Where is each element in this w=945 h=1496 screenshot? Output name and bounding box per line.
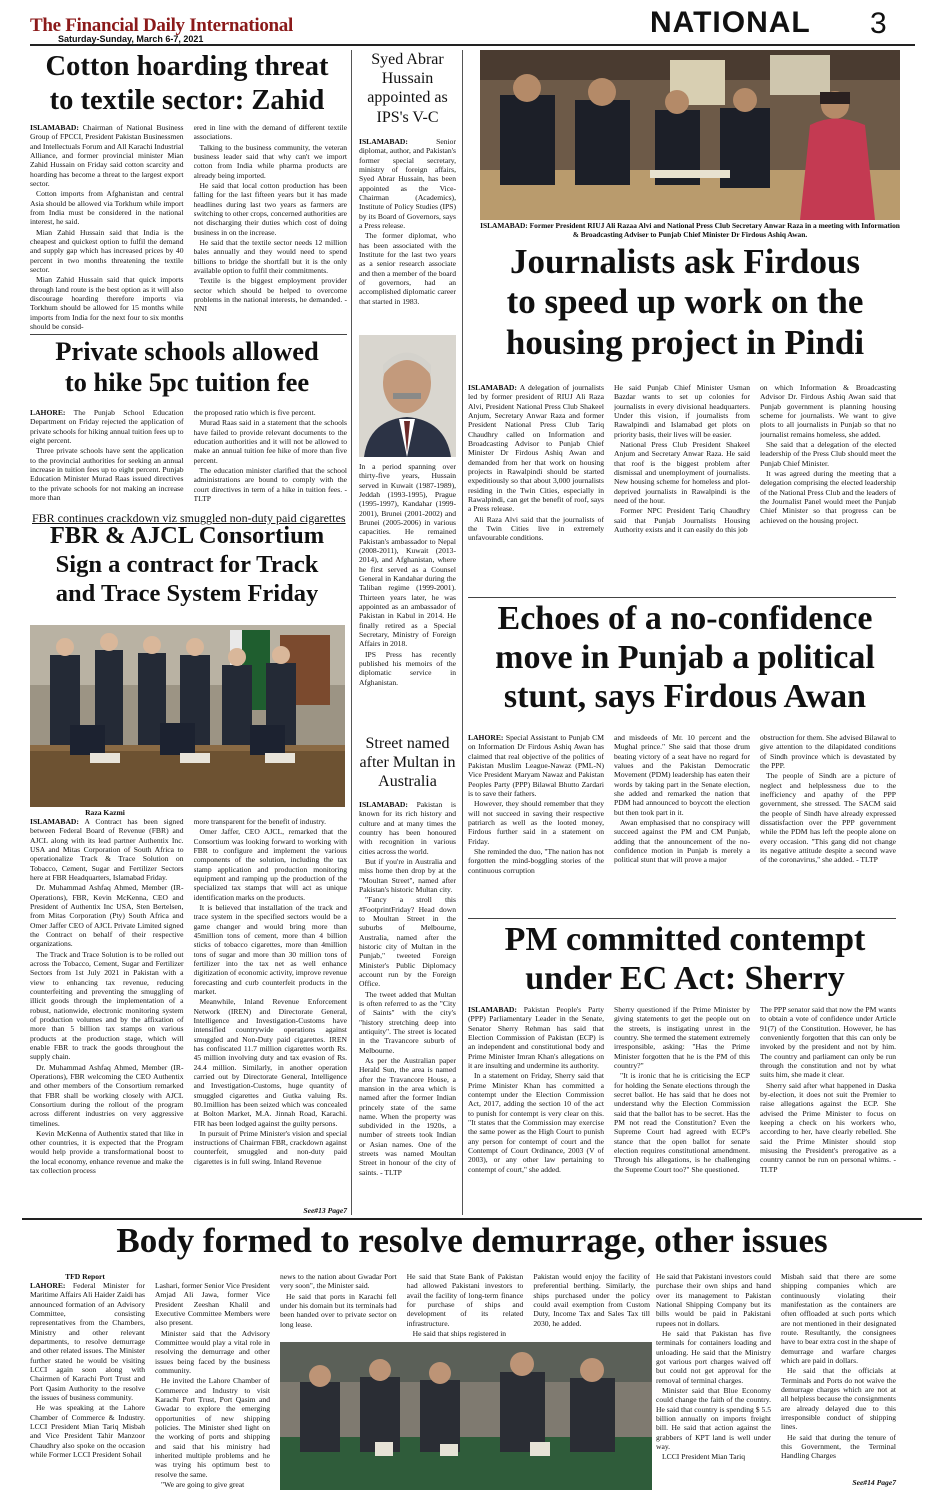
divider — [22, 1218, 922, 1220]
schools-headline — [22, 336, 352, 399]
fbr-col-1 — [30, 817, 184, 1240]
echoes-article — [468, 733, 896, 916]
body-text: LCCI President Mian Tariq — [662, 1452, 746, 1462]
street-text: The tweet added that Multan is often referred to as the "City of Saints" with the city's "history stretching deep into antiquity". The street is located in the Travancore suburb of Melbourne. — [359, 989, 456, 1055]
cotton-headline-line-1: Cotton hoarding threat — [45, 51, 329, 82]
abrar-portrait-illustration — [359, 335, 456, 457]
body-text: Pakistan would enjoy the facility of preferential berthing. Similarly, the ships purchased under the policy could avail exemption from Custom Duty, Income Tax and Sales Tax till 2030, he added. — [533, 1272, 650, 1328]
body-headline: Body formed to resolve demurrage, other issues — [116, 1221, 828, 1260]
echoes-text: The people of Sindh are a picture of neglect and helplessness due to the inefficiency and apathy of the PPP government, she stressed. The SACM said the people of Sindh have already expressed dissatisfaction over the PPP government while the PDM has left the people alone on every occasion. "This gang did not change its negative attitude despite a second wave of the coronavirus," she added. - TLTP — [760, 771, 896, 865]
body-col-6 — [656, 1272, 771, 1488]
body-text: Misbah said that there are some shipping companies which are continuously violating their manifestation as the containers are often offloaded at such ports which are not mentioned in their designated route. Resultantly, the consignees have to bear extra cost in the shape of demurrage and warfare charges which are paid in dollars. — [781, 1272, 896, 1365]
cotton-col-2 — [194, 123, 348, 331]
journalists-headline-line-1: Journalists ask Firdous — [509, 242, 861, 281]
echoes-text: Special Assistant to Punjab CM on Information Dr Firdous Ashiq Awan has claimed that real objective of the politics of Pakistan Muslim League-Nawaz (PML-N) Vice President Maryam Nawaz and Pakistan Peoples Party (PPP) Bilawal Bhutto Zardari is to save their fathers. — [468, 733, 604, 798]
fbr-text: Dr. Muhammad Ashfaq Ahmed, Member (IR-Operations), FBR welcoming the CEO Authentix and other members of the Consortium remarked that FBR shall be working closely with AJCL Consortium during the rollout of the program across different industries on very aggressive timelines. — [30, 1062, 184, 1128]
journalists-text: National Press Club President Shakeel Anjum and Secretary Anwar Raza. He said that roof is the biggest problem after dismissal and unemployment of journalists. New housing scheme for homeless and plot-deprived journalists in Rawalpindi is the need of the hour. — [614, 439, 750, 505]
pm-text: Pakistan People's Party (PPP) Parliamentary Leader in the Senate, Senator Sherry Rehman has said that Election Commission of Pakistan (ECP) is an independent and constitutional body and Prime Minister Imran Khan's allegations on it are insulting and undermine its authority. — [468, 1005, 604, 1070]
pm-col-1 — [468, 1005, 604, 1215]
journalists-text: A delegation of journalists led by former president of RIUJ Ali Raza Alvi, President National Press Club Shakeel Anjum, Secretary Anwar Raza and former President National Press Club Tariq Chaudhry called on Information and Broadcasting Advisor to Punjab Chief Minister Dr Firdous Ashiq Awan and demanded from her that work on housing projects in Rawalpindi should be started expeditiously so that about 3,000 journalists residing in the Twin Cities, especially in Rawalpindi, can get the benefit of roof, says a Press release. — [468, 383, 604, 514]
pm-text: The PPP senator said that now the PM wants to obtain a vote of confidence under Article 91(7) of the Constitution. However, he has conveniently forgotten that this can only be invoked by the president and not by him. The country and parliament can only be run through the constitution and not by what suits him, she made it clear. — [760, 1005, 896, 1080]
cotton-dateline: ISLAMABAD: — [30, 123, 79, 132]
pm-text: In a statement on Friday, Sherry said that Prime Minister Khan has committed a contempt under the Election Commission Act, 2017, adding the section 10 of the act to punish for contempt is very clear on this. "It states that the Commission may exercise the same power as the High Court to punish any person for contempt of court and the Contempt of Court Ordinance, 2003 (V of 2003), or any other law pertaining to contempt of court," she added. — [468, 1071, 604, 1174]
pm-col-3 — [760, 1005, 896, 1215]
abrar-article-bottom — [359, 462, 456, 732]
body-col-3 — [280, 1272, 397, 1338]
body-dateline: LAHORE: — [30, 1281, 66, 1290]
fbr-headline — [22, 522, 352, 609]
body-text: Minister said that the Advisory Committee would play a vital role in resolving the demurrage and other issues being faced by the business community. — [155, 1328, 270, 1375]
journalists-headline-line-2: to speed up work on the — [506, 282, 864, 322]
schools-text: The education minister clarified that the school administrations are bound to comply with the court directives in term of a hike in tuition fees. - TLTP — [193, 465, 347, 503]
journalists-text: Former NPC President Tariq Chaudhry said that Punjab Journalists Housing Authority exists and it can easily do this job — [614, 506, 750, 534]
cotton-text: Chairman of National Business Group of FPCCI, President Pakistan Businessmen and Intellectuals Forum and All Karachi Industrial Alliance, and former provincial minister Mian Zahid Hussain on Friday said cotton scarcity and hoarding has become a threat to the largest export sector. — [30, 123, 184, 188]
body-text: He said that during the tenure of this Government, the Terminal Handling Charges — [781, 1432, 896, 1461]
cotton-text: Talking to the business community, the veteran business leader said that why can't we import cotton from India while pharma products are already being imported. — [193, 142, 347, 180]
fbr-article — [30, 817, 347, 1240]
fbr-continued: See#13 Page7 — [303, 1206, 347, 1215]
pm-headline-line-1: PM committed contempt — [504, 921, 866, 958]
schools-col-2 — [194, 408, 348, 508]
fbr-text: more transparent for the benefit of industry. — [193, 817, 327, 826]
body-col-2 — [155, 1281, 270, 1491]
schools-headline-line-2: to hike 5pc tuition fee — [64, 367, 310, 398]
fbr-text: A Contract has been signed between Federal Board of Revenue (FBR) and AJCL along with its lead partner Authentix Inc. USA and Mitas Corporation of South Africa to operationalize Track & Trace Solution on Tobacco, Cement, Sugar and Fertilizer Sectors here at FBR Headquarters, Islamabad Friday. — [30, 817, 184, 882]
street-article — [359, 800, 456, 1214]
echoes-headline-line-1: Echoes of a no-confidence — [497, 600, 873, 637]
echoes-col-1 — [468, 733, 604, 916]
journalists-col-1 — [468, 383, 604, 595]
body-col-1 — [30, 1281, 145, 1491]
schools-dateline: LAHORE: — [30, 408, 66, 417]
masthead-title: The Financial Daily International — [30, 15, 293, 36]
fbr-photo-credit: Raza Kazmi — [85, 808, 125, 817]
abrar-text: In a period spanning over thirty-five years, Hussain served in Kuwait (1987-1989), Jeddah (1993-1995), Prague (1995-1997), Kandahar (1999-2001), Brunei (2001-2002) and Brunei (2005-2006) in various capacities. He remained Pakistan's ambassador to Nepal (2008-2011), Kuwait (2013-2014), and Afghanistan, where he first served as a Counsel General in Kandahar during the Taliban regime (1999-2001). Thirteen years later, he was appointed as an ambassador of Pakistan in Kabul in 2014. He finally retired as a Special Secretary, Ministry of Foreign Affairs in 2018. — [359, 462, 456, 649]
abrar-dateline: ISLAMABAD: — [359, 137, 408, 146]
journalists-headline-line-3: housing project in Pindi — [505, 322, 865, 362]
body-text: He said that ports in Karachi fell under his domain but its terminals had been handed over to private sector on long lease. — [280, 1291, 397, 1329]
abrar-portrait-photo — [359, 335, 456, 457]
body-text: Minister said that Blue Economy could change the faith of the country. He said that country is spending $ 5.5 billion annually on imports freight bill. He said that action against the grabbers of KPT land is well under way. — [656, 1385, 771, 1451]
fbr-text: Dr. Muhammad Ashfaq Ahmed, Member (IR-Operations), FBR, Kevin McKenna, CEO and President of Authentix Inc USA, Sten Bertelsen, from Mitas Corporation (Pty) South Africa and Omer Jaffer CEO of AJCL Private Limited signed the Contract on behalf of their respective organizations. — [30, 883, 184, 949]
body-text: He said that the officials at Terminals and Ports do not waive the demurrage charges which are not at all helpless because the consignments are already delayed due to this irresponsible conduct of shipping lines. — [781, 1366, 896, 1432]
fbr-kicker: FBR continues crackdown viz smuggled non-duty paid cigarettes — [32, 511, 346, 525]
body-text: He invited the Lahore Chamber of Commerce and Industry to visit Karachi Port Trust, Port Qasim and Gwadar to explore the emerging opportunities of new shipping policies. The Minister shed light on the working of ports and shipping and said that his ministry had inherited multiple problems and he was trying his optimum best to resolve the same. — [155, 1376, 270, 1479]
cotton-article — [30, 123, 347, 331]
body-col-4 — [407, 1272, 524, 1338]
journalists-text: on which Information & Broadcasting Advisor Dr. Firdous Ashiq Awan said that Punjab government is planning housing scheme for journalists. We want to give plots to all journalists in Punjab so that no journalist remains homeless, she added. — [760, 383, 896, 439]
column-rule — [351, 50, 352, 1215]
journalists-text: He said Punjab Chief Minister Usman Bazdar wants to set up colonies for journalists in every divisional headquarters. Under this vision, if journalists from Rawalpindi and Islamabad get plots on priority basis, their lives will be easier. — [614, 383, 750, 439]
street-dateline: ISLAMABAD: — [359, 800, 408, 809]
schools-headline-line-1: Private schools allowed — [55, 336, 319, 366]
street-text: But if you're in Australia and miss home then drop by at the "Moultan Street", named after Pakistan's historic Multan city. — [359, 856, 456, 894]
journalists-headline — [470, 242, 900, 363]
fbr-headline-line-1: FBR & AJCL Consortium — [49, 522, 325, 549]
fbr-text: Kevin McKenna of Authentix stated that like in other countries, it is expected that the Program would help provide a transformational boost to the local economy, enhance revenue and make the tax collection process — [30, 1128, 184, 1176]
journalists-dateline: ISLAMABAD: — [468, 383, 517, 392]
schools-article — [30, 408, 347, 508]
divider — [468, 597, 896, 598]
top-photo-caption: ISLAMABAD: Former President RIUJ Ali Razaa Alvi and National Press Club Secretary Anwar Raza in a meeting with Information & Broadcasting Adviser to Punjab Chief Minister Dr Firdous Ashiq Awan. — [480, 222, 900, 239]
pm-col-2 — [614, 1005, 750, 1215]
journalists-text: Ali Raza Alvi said that the journalists of the Twin Cities live in extremely unfavourable conditions. — [468, 514, 604, 543]
fbr-text: It is believed that installation of the track and trace system in the specified sectors would be a game changer and would bring more than 45million tons of cement, more than 4 billion sticks of tobacco cigarettes, more than 4million tons of sugar and more than 30 million tons of fertilizer into the tax net as well enhance digitization of economic activity, improve revenue forecasting and curb counterfeit products in the market. — [193, 902, 347, 996]
schools-col-1 — [30, 408, 184, 508]
cotton-headline — [22, 50, 352, 117]
abrar-headline: Syed Abrar Hussain appointed as IPS's V-C — [367, 51, 448, 126]
journalists-article — [468, 383, 896, 595]
fbr-headline-line-2: Sign a contract for Track — [55, 550, 319, 578]
street-text: As per the Australian paper Herald Sun, the area is named after the Travancore House, a mansion in the area which is named after the former Indian princely state of the same name. When the property was subdivided in the 1920s, a number of streets took Indian or Asian names. One of the streets was named Moultan Street in honour of the city of saints. - TLTP — [359, 1055, 456, 1177]
cotton-text: He said that local cotton production has been falling for the last fifteen years but it has made headlines during last two years as farmers are switching to other crops, concerned authorities are not discharging their duties which cost of doing business in on the increase. — [193, 180, 347, 237]
body-article-left — [30, 1281, 270, 1491]
echoes-text: She reminded the duo, "The nation has not forgotten the mind-boggling stories of the continuous corruption — [468, 846, 604, 875]
cotton-text: Textile is the biggest employment provider sector which should be helped to overcome problems in the national interests, he demanded. - NNI — [193, 276, 347, 314]
echoes-col-3 — [760, 733, 896, 916]
body-text: news to the nation about Gwadar Port very soon", the Minister said. — [280, 1272, 397, 1291]
fbr-col-2 — [194, 817, 348, 1240]
body-byline: TFD Report — [65, 1272, 105, 1281]
journalists-col-2 — [614, 383, 750, 595]
fbr-headline-line-3: and Trace System Friday — [55, 579, 319, 607]
body-text: He was speaking at the Lahore Chamber of Commerce & Industry. LCCI President Mian Tariq Misbah and Vice President Tahir Manzoor Chaudhry also spoke on the occasion while Former LCCI President Sohail — [30, 1403, 145, 1459]
body-text: Lashari, former Senior Vice President Amjad Ali Jawa, former Vice President Zeeshan Khalil and Executive Committee Members were also present. — [155, 1281, 270, 1328]
pm-dateline: ISLAMABAD: — [468, 1005, 517, 1014]
top-meeting-photo-illustration — [480, 50, 900, 220]
body-col-5 — [533, 1272, 650, 1338]
cotton-text: ered in line with the demand of different textile associations. — [193, 123, 347, 142]
column-rule — [462, 50, 463, 1215]
body-text: He said that State Bank of Pakistan had allowed Pakistani investors to avail the facility of long-term finance for purchase of ships and development of its related infrastructure. — [406, 1272, 524, 1328]
echoes-text: However, they should remember that they will not succeed in saving their respective patriarch as well as the looted money, Firdous further said in a statement on Friday. — [468, 799, 604, 846]
fbr-dateline: ISLAMABAD: — [30, 817, 79, 826]
cotton-text: Mian Zahid Hussain said that India is the cheapest and quickest option to fulfil the demand and supply gap which has increased prices by 40 percent in two months threatening the textile sector. — [30, 227, 184, 274]
fbr-signing-photo-illustration — [30, 625, 345, 807]
fbr-signing-photo — [30, 625, 345, 807]
fbr-text: The Track and Trace Solution is to be rolled out across the Tobacco, Cement, Sugar and Fertilizer Sectors from 1st July 2021 in Pakistan with a view to enhancing tax revenue, reducing counterfeiting and preventing the smuggling of illicit goods through the implementation of a robust, nationwide, electronic monitoring system of production volumes and by the affixation of more than 5 billion tax stamps on various products at the production stage, which will enable FBR to track the goods throughout the supply chain. — [30, 949, 184, 1062]
echoes-headline — [470, 599, 900, 716]
pm-text: Sherry questioned if the Prime Minister by giving statements to get the people out on the streets, is instigating unrest in the country. She termed the statement extremely irresponsible, asking: "Has the Prime Minister forgotten that he is the PM of this country?" — [614, 1005, 750, 1070]
divider — [30, 334, 347, 335]
schools-text: Three private schools have sent the application to the provincial authorities for seeking an annual increase in tuition fees up to eight percent. Punjab Education Minister Murad Raas issued directives to the private schools for not making an increase more than — [30, 446, 184, 502]
echoes-col-2 — [614, 733, 750, 916]
cotton-text: Cotton imports from Afghanistan and central Asia should be allowed via Torkhum while import from India must be considered in the national interest, he said. — [30, 189, 184, 227]
body-col-7 — [781, 1272, 896, 1488]
echoes-headline-line-3: stunt, says Firdous Awan — [503, 678, 867, 716]
cotton-text: Mian Zahid Hussain said that quick imports through land route is the best option as it will also discourage hoarding therefore imports via Torkhum should be allowed for 15 months while imports from India for the next four to six months should be consid- — [30, 275, 184, 331]
street-text: "Fancy a stroll this #FootprintFriday? Head down to Moultan Street in the suburbs of Melbourne, Australia, named after the historic city of Multan in the Punjab," tweeted Foreign Minister's Public Diplomacy account run by the Foreign Office. — [359, 895, 456, 989]
pm-headline — [470, 920, 900, 998]
echoes-text: Awan emphasised that no conspiracy will succeed against the PM and CM Punjab, adding that the announcement of the no-confidence motion in Punjab is merely a political stunt that will prove a major — [614, 817, 750, 865]
section-title: NATIONAL — [650, 6, 811, 39]
fbr-text: Meanwhile, Inland Revenue Enforcement Network (IREN) and Directorate General, Intelligence and Investigation-Customs have intensified countrywide operations against smuggled and Non-Duty paid cigarettes. IREN has confiscated 11.7 million cigarettes worth Rs. 45 million involving duty and tax evasion of Rs. 24.4 million. Similarly, in another operation carried out by Directorate General, Intelligence and Investigation-Customs, huge quantity of smuggled cigarettes and Gutka valuing Rs. 80.1million has been seized which was concealed at Bolton Market, M.A. Jinnah Road, Karachi. FIR has been lodged against the guilty persons. — [193, 997, 347, 1128]
abrar-text: IPS Press has recently published his memoirs of the diplomatic service in Afghanistan. — [359, 649, 456, 687]
pm-text: Sherry said after what happened in Daska by-election, it does not suit the Premier to raise allegations against the ECP. She advised the Prime Minister to focus on keeping a check on his workers who, according to her, have clearly rebelled. She said the Prime Minister should stop misusing the President's prerogative as a country cannot be run on personal whims. - TLTP — [760, 1080, 896, 1174]
body-text: Federal Minister for Maritime Affairs Ali Haider Zaidi has announced formation of an Advisory Committee, consisting representatives from the Chambers, Ministry and other relevant departments, to resolve demurrage and other related issues. The Minister further stated he would be visiting LCCI again soon along with Chairmen of Karachi Port Trust and Port Qasim Authority to the resolve the issues of business community. — [30, 1281, 145, 1402]
pm-text: "It is ironic that he is criticising the ECP for holding the Senate elections through the secret ballot. He has said that he does not understand why the Election Commission said that the ballot has to be secret. Has the PM not read the Constitution? Even the Supreme Court had agreed with ECP's stance that the open ballot for senate election requires constitutional amendment. Through his allegations, is he challenging the Supreme Court too?" She questioned. — [614, 1071, 750, 1174]
cotton-text: He said that the textile sector needs 12 million bales annually and they would need to spend billions to bridge the shortfall but it is the only available option to fulfil their commitments. — [193, 237, 347, 275]
journalists-col-3 — [760, 383, 896, 595]
cotton-headline-line-2: to textile sector: Zahid — [49, 84, 325, 116]
body-article-right — [656, 1272, 896, 1488]
abrar-article-top — [359, 137, 456, 332]
body-meeting-photo — [280, 1342, 652, 1490]
journalists-text: It was agreed during the meeting that a delegation comprising the elected leadership of the National Press Club and the leaders of the Journalist Panel would meet the Punjab Chief Minister so that progress can be achieved on the housing project. — [760, 468, 896, 525]
echoes-text: obstruction for them. She advised Bilawal to give attention to the dilapidated conditions of Sindh province which is devastated by the PPP. — [760, 733, 896, 770]
masthead-rule — [30, 44, 915, 46]
body-continued: See#14 Page7 — [852, 1478, 896, 1487]
fbr-text: In pursuit of Prime Minister's vision and special instructions of Chairman FBR, crackdown against counterfeit, smuggled and non-duty paid cigarettes is in full swing. Inland Revenue — [193, 1128, 347, 1166]
divider — [468, 918, 896, 919]
echoes-text: and misdeeds of Mr. 10 percent and the Mughal prince." She said that those drum beating victory of a seat have no regard for values and the Pakistan Democratic Movement (PDM) leadership has eaten their words by taking part in the Senate election, she added and remarked the nation that PDM had announced to boycott the election but then took part in it. — [614, 733, 750, 817]
schools-text: The Punjab School Education Department on Friday rejected the application of private schools for hiking annual tuition fees up to eight percent. — [30, 408, 184, 445]
echoes-dateline: LAHORE: — [468, 733, 504, 742]
body-text: He said that Pakistan has five terminals for containers loading and unloading. He said that the Ministry got various port charges waived off but could not get approval for the removal of terminal charges. — [656, 1328, 771, 1385]
page-number: 3 — [870, 7, 887, 40]
abrar-text: The former diplomat, who has been associated with the Institute for the last two years as a senior research associate and then a member of the board of governors, had an accomplished diplomatic career that started in 1983. — [359, 231, 456, 306]
body-text: "We are going to give great — [161, 1479, 245, 1489]
street-text: Pakistan is known for its rich history and culture and at many times the country has been honoured with recognition in various cities across the world. — [359, 800, 456, 856]
body-article-middle — [280, 1272, 650, 1338]
journalists-text: She said that a delegation of the elected leadership of the Press Club should meet the Punjab Chief Minister. — [760, 439, 896, 468]
pm-article — [468, 1005, 896, 1215]
fbr-text: Omer Jaffer, CEO AJCL, remarked that the Consortium was looking forward to working with FBR to configure and implement the various components of the solution, including the tax stamp application and production monitoring equipment and ramping up the production of the specialized tax stamps that will act as unique identification marks on the products. — [193, 827, 347, 902]
schools-text: Murad Raas said in a statement that the schools have failed to provide relevant documents to the education authorities and it will not be allowed to make an annual tuition fee hike of more than five percent. — [193, 418, 347, 465]
masthead-date: Saturday-Sunday, March 6-7, 2021 — [58, 34, 204, 44]
body-meeting-photo-illustration — [280, 1342, 652, 1490]
body-text: He said that Pakistani investors could purchase their own ships and hand over its management to Pakistan National Shipping Company but its bills would be paid in Pakistani rupees not in dollars. — [656, 1272, 771, 1328]
street-headline: Street named after Multan in Australia — [359, 735, 456, 791]
schools-text: the proposed ratio which is five percent. — [193, 408, 316, 417]
abrar-text: Senior diplomat, author, and Pakistan's former special secretary, ministry of foreign affairs, Syed Abrar Hussain, has been appointed as the Vice-Chairman (Academics), Institute of Policy Studies (IPS) by its Board of Governors, says a Press release. — [359, 137, 456, 230]
cotton-col-1 — [30, 123, 184, 331]
body-text: He said that ships registered in — [412, 1328, 507, 1338]
top-meeting-photo — [480, 50, 900, 220]
echoes-headline-line-2: move in Punjab a political — [495, 639, 875, 677]
pm-headline-line-2: under EC Act: Sherry — [525, 960, 845, 998]
